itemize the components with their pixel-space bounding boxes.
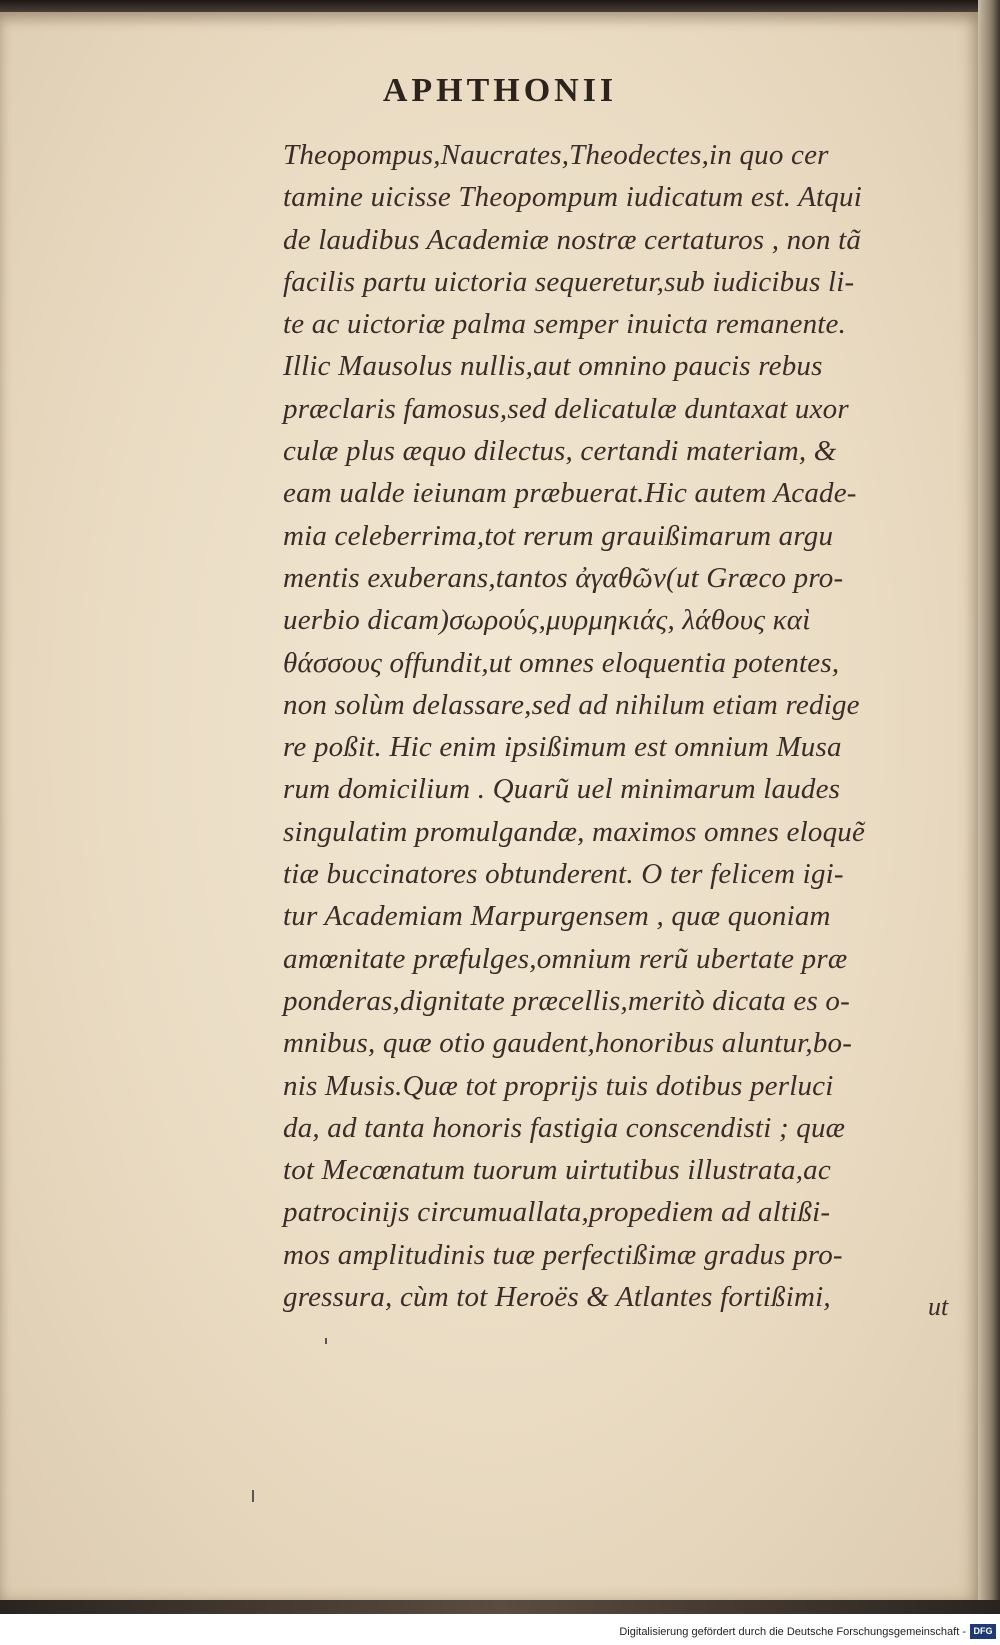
running-head: APHTHONII <box>382 72 618 109</box>
dfg-logo: DFG <box>970 1624 996 1639</box>
text-line: nis Musis.Quæ tot proprijs tuis dotibus perluci <box>283 1069 834 1102</box>
text-line: culæ plus æquo dilectus, certandi materiam, & <box>283 435 837 468</box>
text-line: tamine uicisse Theopompum iudicatum est. Atqui <box>283 181 862 214</box>
body-text <box>283 134 963 1318</box>
text-line: tur Academiam Marpurgensem , quæ quoniam <box>283 900 831 933</box>
page-fore-edge <box>978 0 1000 1600</box>
text-line: Theopompus,Naucrates,Theodectes,in quo cer <box>283 139 829 171</box>
text-line: facilis partu uictoria sequeretur,sub iudicibus li- <box>283 265 855 298</box>
text-line: rum domicilium . Quarũ uel minimarum laudes <box>283 773 841 806</box>
text-line: Illic Mausolus nullis,aut omnino paucis rebus <box>283 350 823 383</box>
text-line: eam ualde ieiunam præbuerat.Hic autem Acade- <box>283 477 857 510</box>
ink-speck <box>325 1338 327 1344</box>
text-line: ponderas,dignitate præcellis,meritò dicata es o- <box>283 984 850 1017</box>
text-line: mia celeberrima,tot rerum grauißimarum argu <box>283 519 834 552</box>
text-line: patrocinijs circumuallata,propediem ad altißi- <box>283 1196 831 1229</box>
text-line: de laudibus Academiæ nostræ certaturos , non tã <box>283 223 862 256</box>
text-line: amœnitate præfulges,omnium rerũ ubertate præ <box>283 942 848 975</box>
text-line: te ac uictoriæ palma semper inuicta remanente. <box>283 308 847 341</box>
text-line: singulatim promulgandæ, maximos omnes eloquẽ <box>283 815 866 848</box>
text-line: θάσσους offundit,ut omnes eloquentia potentes, <box>283 646 840 679</box>
ink-speck <box>252 1490 254 1502</box>
catchword: ut <box>928 1292 949 1321</box>
text-line: non solùm delassare,sed ad nihilum etiam redige <box>283 688 860 721</box>
text-line: gressura, cùm tot Heroës & Atlantes fortißimi, <box>283 1281 831 1314</box>
funding-credit: Digitalisierung gefördert durch die Deutsche Forschungsgemeinschaft - <box>619 1626 966 1638</box>
text-line: præclaris famosus,sed delicatulæ duntaxat uxor <box>283 392 849 425</box>
scan-top-edge <box>0 0 1000 12</box>
text-line: mnibus, quæ otio gaudent,honoribus aluntur,bo- <box>283 1027 853 1060</box>
scan-bottom-edge <box>0 1600 1000 1614</box>
text-line: tiæ buccinatores obtunderent. O ter felicem igi- <box>283 858 844 891</box>
text-line: mos amplitudinis tuæ perfectißimæ gradus pro- <box>283 1238 843 1271</box>
text-line: uerbio dicam)σωρούς,μυρμηκιάς, λάθους καὶ <box>283 604 811 637</box>
text-line: tot Mecœnatum tuorum uirtutibus illustrata,ac <box>283 1154 831 1187</box>
text-line: da, ad tanta honoris fastigia conscendisti ; quæ <box>283 1111 846 1144</box>
text-line: re poßit. Hic enim ipsißimum est omnium Musa <box>283 731 842 764</box>
text-line: mentis exuberans,tantos ἀγαθῶν(ut Græco pro- <box>283 561 844 594</box>
